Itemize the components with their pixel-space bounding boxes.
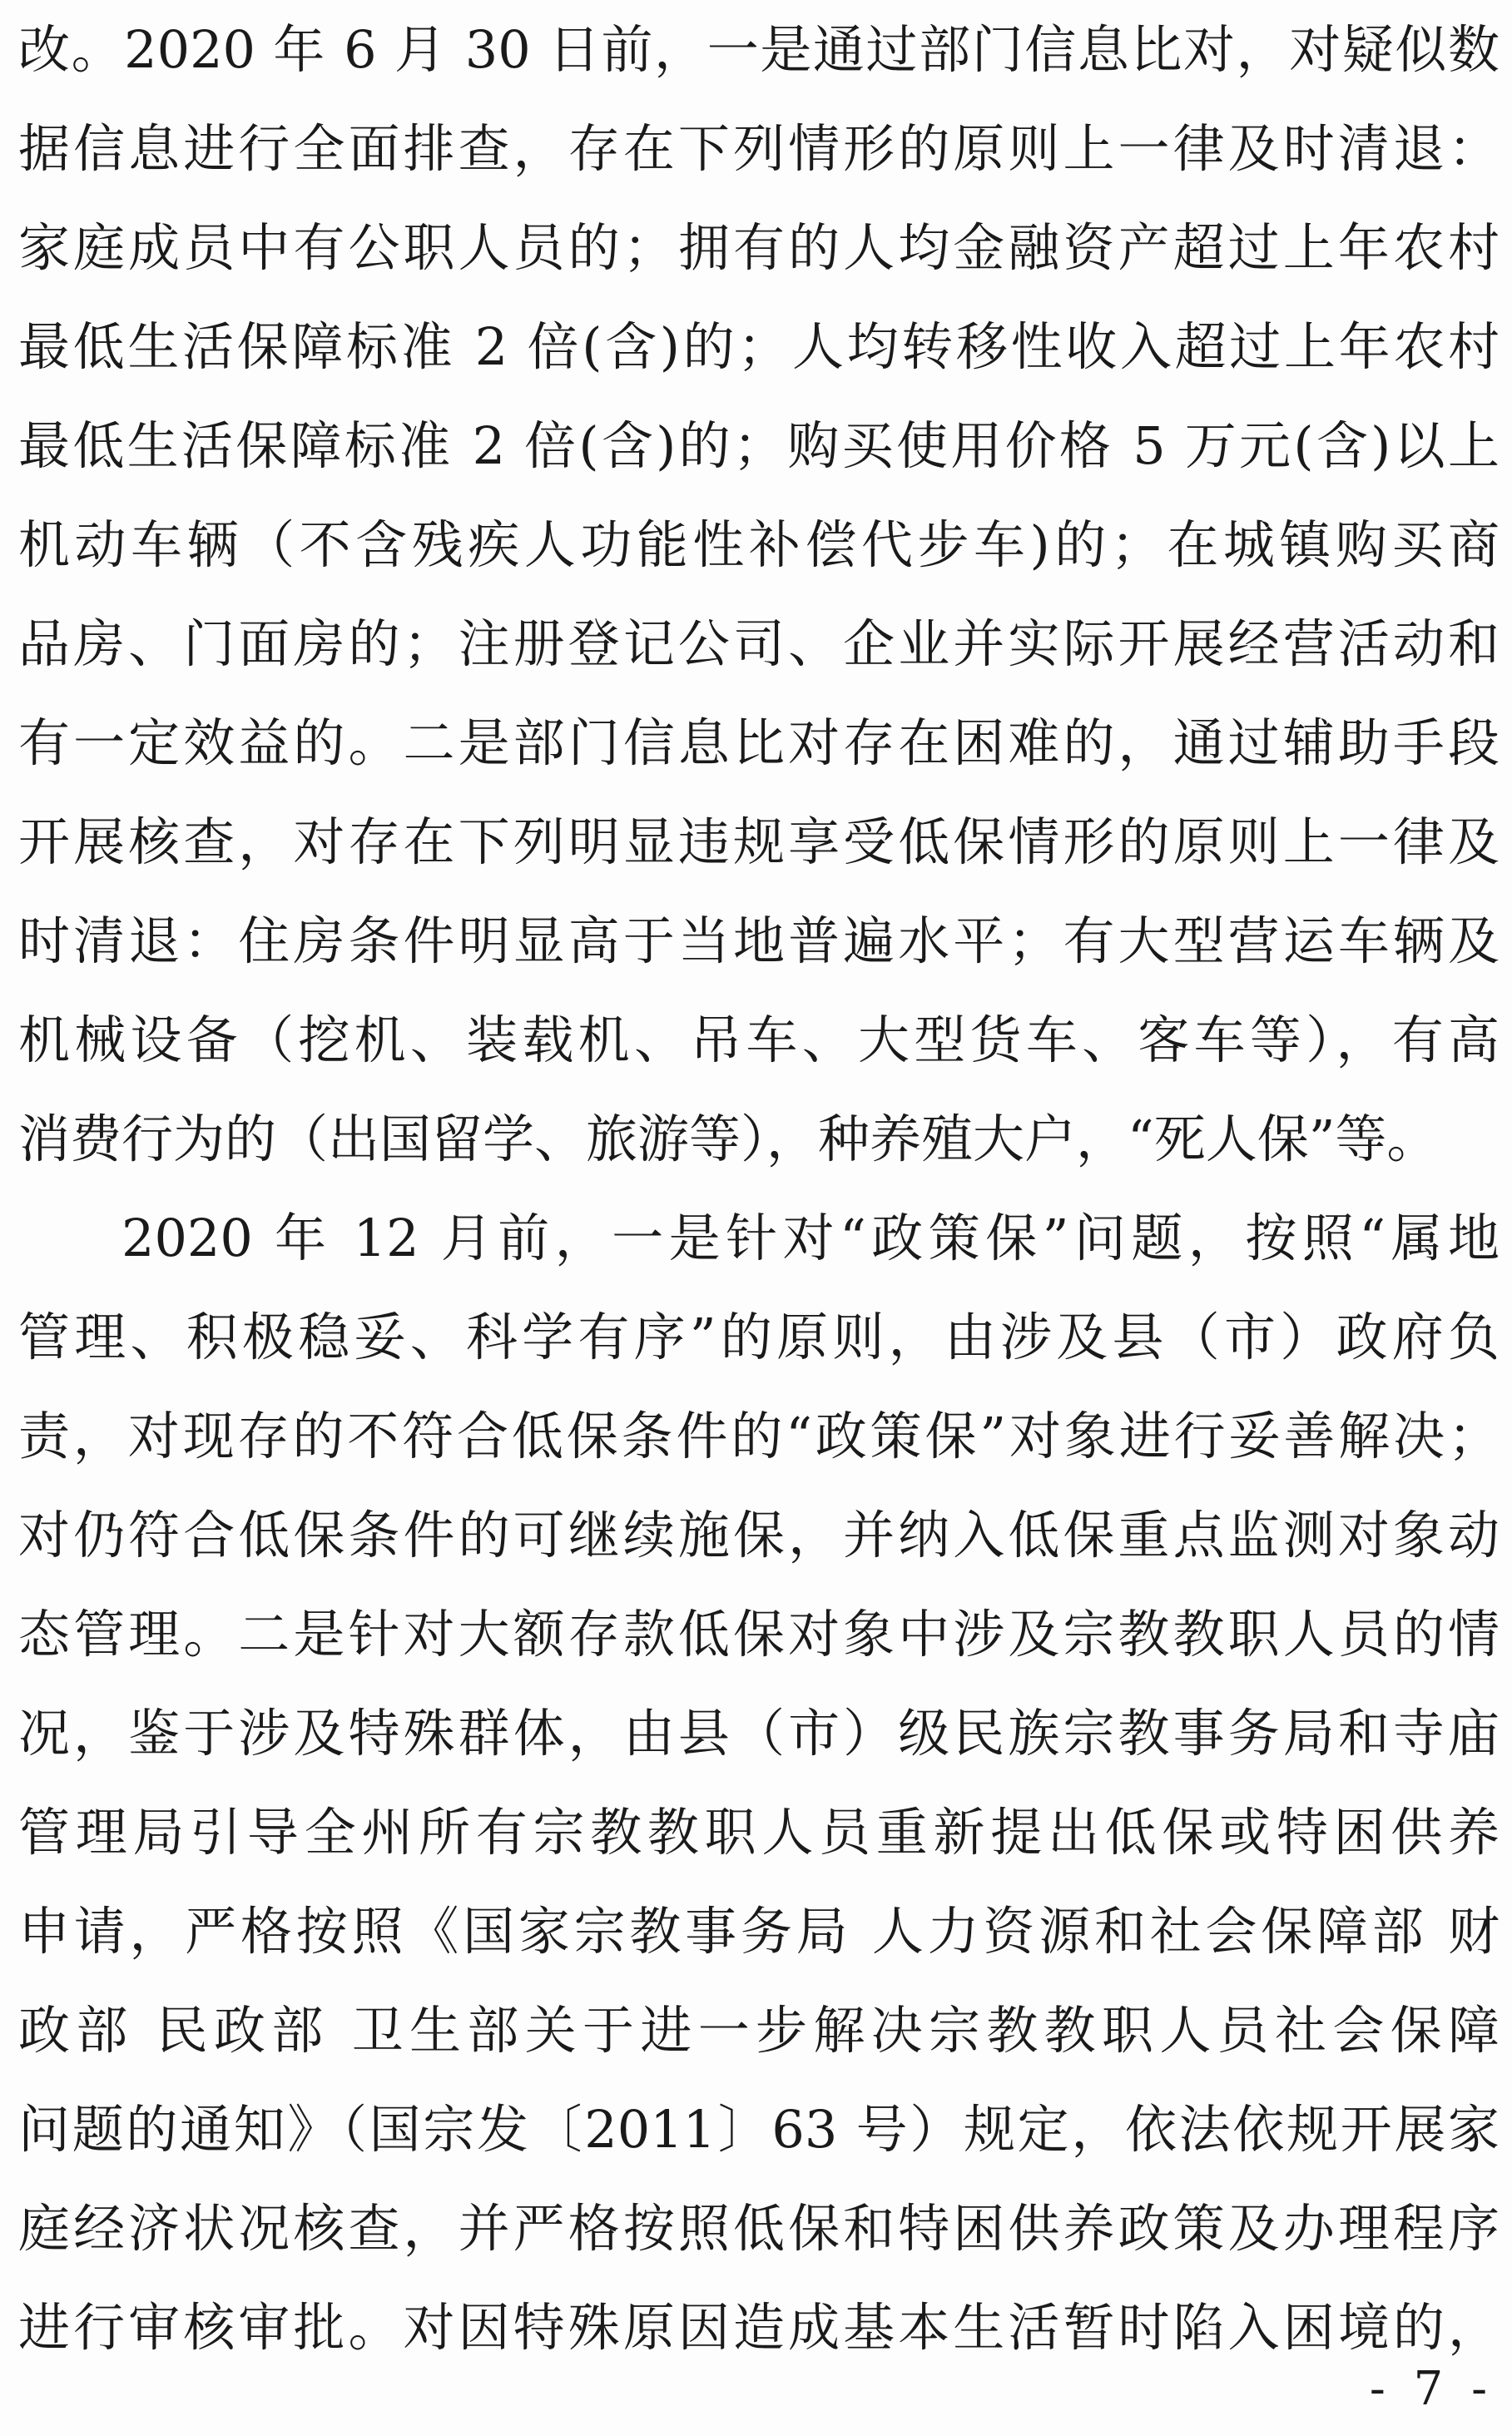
text-line: 开展核查，对存在下列明显违规享受低保情形的原则上一律及 — [18, 811, 1500, 872]
text-line: 消费行为的（出国留学、旅游等），种养殖大户，“死人保”等。 — [18, 1109, 1439, 1169]
text-line: 对仍符合低保条件的可继续施保，并纳入低保重点监测对象动 — [18, 1505, 1500, 1565]
text-line: 家庭成员中有公职人员的；拥有的人均金融资产超过上年农村 — [18, 217, 1500, 278]
text-line: 政部 民政部 卫生部关于进一步解决宗教教职人员社会保障 — [18, 2000, 1500, 2061]
text-line: 改。2020 年 6 月 30 日前，一是通过部门信息比对，对疑似数 — [18, 19, 1500, 80]
text-line: 机械设备（挖机、装载机、吊车、大型货车、客车等），有高 — [18, 1010, 1500, 1070]
text-line: 品房、门面房的；注册登记公司、企业并实际开展经营活动和 — [18, 613, 1500, 674]
text-line: 管理、积极稳妥、科学有序”的原则，由涉及县（市）政府负 — [18, 1307, 1500, 1367]
body-text — [18, 0, 1500, 2377]
page-number: - 7 - — [1369, 2362, 1494, 2416]
text-line: 庭经济状况核查，并严格按照低保和特困供养政策及办理程序 — [18, 2198, 1500, 2259]
text-line: 最低生活保障标准 2 倍(含)的；人均转移性收入超过上年农村 — [18, 316, 1500, 377]
text-line: 时清退：住房条件明显高于当地普遍水平；有大型营运车辆及 — [18, 910, 1500, 971]
text-line: 管理局引导全州所有宗教教职人员重新提出低保或特困供养 — [18, 1802, 1500, 1863]
text-line: 态管理。二是针对大额存款低保对象中涉及宗教教职人员的情 — [18, 1604, 1500, 1665]
text-line: 进行审核审批。对因特殊原因造成基本生活暂时陷入困境的， — [18, 2297, 1500, 2358]
text-line: 况，鉴于涉及特殊群体，由县（市）级民族宗教事务局和寺庙 — [18, 1703, 1500, 1764]
paragraph-start-line: 2020 年 12 月前，一是针对“政策保”问题，按照“属地 — [121, 1208, 1500, 1268]
text-line: 责，对现存的不符合低保条件的“政策保”对象进行妥善解决； — [18, 1406, 1500, 1466]
text-line: 机动车辆（不含残疾人功能性补偿代步车)的；在城镇购买商 — [18, 514, 1500, 575]
text-line: 问题的通知》（国宗发〔2011〕63 号）规定，依法依规开展家 — [18, 2099, 1500, 2160]
text-line: 据信息进行全面排查，存在下列情形的原则上一律及时清退： — [18, 118, 1500, 179]
text-line: 最低生活保障标准 2 倍(含)的；购买使用价格 5 万元(含)以上 — [18, 415, 1500, 476]
text-line: 有一定效益的。二是部门信息比对存在困难的，通过辅助手段 — [18, 712, 1500, 773]
text-line: 申请，严格按照《国家宗教事务局 人力资源和社会保障部 财 — [18, 1901, 1500, 1962]
